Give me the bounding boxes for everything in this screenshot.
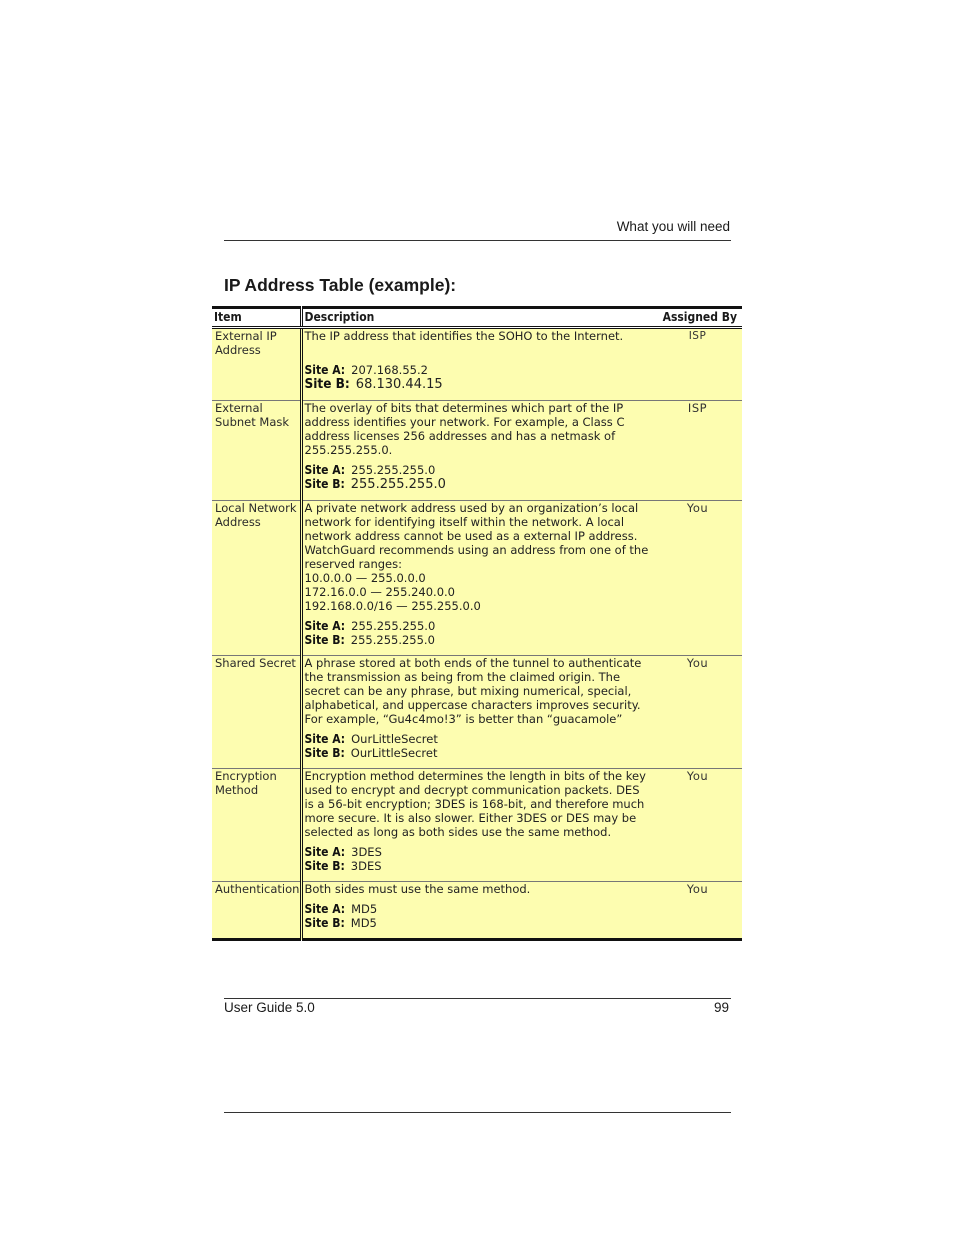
site-b-line [305,477,651,492]
site-a-value: 3DES [351,845,382,859]
site-b-label: Site B: [304,477,345,491]
description-cell [301,501,653,656]
assigned-by-cell: You [653,656,742,769]
site-a-line [305,732,651,746]
section-title: IP Address Table (example): [224,275,457,295]
site-b-label: Site B: [304,376,350,392]
site-a-label: Site A [304,902,341,916]
site-values [305,845,651,873]
description-cell [301,882,653,940]
assigned-by-cell: You [653,882,742,940]
site-a-colon: : [340,363,346,377]
site-a-line [305,363,651,377]
table-row [212,656,742,769]
description-cell [301,656,653,769]
site-a-value: 255.255.255.0 [351,463,436,477]
site-b-value: 3DES [350,859,382,873]
assigned-by-cell: You [653,501,742,656]
site-b-label: Site B: [304,916,345,930]
item-cell: Authentication [212,882,301,940]
description-text: A phrase stored at both ends of the tunnel to authenticate the transmission as being from the claimed origin. The secret can be any phrase, but mixing numerical, special, alphabetical, and uppercase characters improves security. For example, “Gu4c4mo!3” is better than “guacamole” [304,656,642,726]
column-header-assigned-by: Assigned By [653,308,742,328]
site-b-value: 255.255.255.0 [350,477,446,492]
item-cell: External Subnet Mask [212,401,301,501]
site-a-line [305,463,651,477]
item-cell: Encryption Method [212,769,301,882]
site-a-colon: : [340,732,346,746]
item-cell: Shared Secret [212,656,301,769]
assigned-by-cell: ISP [653,328,742,401]
site-values [305,463,651,492]
site-b-label: Site B: [304,633,345,647]
site-b-value: 255.255.255.0 [350,633,435,647]
site-a-value: MD5 [351,902,378,916]
table-row [212,328,742,401]
assigned-by-cell: You [653,769,742,882]
table-row [212,501,742,656]
site-a-label: Site A [304,363,341,377]
item-cell: Local Network Address [212,501,301,656]
site-a-label: Site A [304,619,341,633]
site-b-value: 68.130.44.15 [355,377,443,392]
site-a-label: Site A [304,463,341,477]
reserved-range-1: 10.0.0.0 — 255.0.0.0 [304,571,426,585]
site-a-colon: : [340,902,346,916]
site-b-line [305,746,651,760]
page-number: 99 [713,1000,729,1015]
site-a-line [305,845,651,859]
site-a-colon: : [340,845,346,859]
reserved-range-3: 192.168.0.0/16 — 255.255.0.0 [304,599,481,613]
column-header-description: Description [301,308,653,328]
site-a-line [305,619,651,633]
site-values [305,363,651,392]
site-a-label: Site A [304,845,341,859]
site-a-line [305,902,651,916]
description-cell [301,769,653,882]
site-values [305,902,651,930]
assigned-by-cell: ISP [653,401,742,501]
site-b-line [305,916,651,930]
table-row [212,401,742,501]
table-row [212,769,742,882]
site-b-value: MD5 [350,916,377,930]
item-cell: External IP Address [212,328,301,401]
description-text: The overlay of bits that determines which part of the IP address identifies your network. For example, a Class C address licenses 256 addresses and has a netmask of 255.255.255.0. [304,401,625,457]
site-a-value: OurLittleSecret [351,732,438,746]
site-b-value: OurLittleSecret [350,746,438,760]
site-a-colon: : [340,619,346,633]
site-values [305,619,651,647]
description-text: Both sides must use the same method. [304,882,531,896]
description-text: The IP address that identifies the SOHO to the Internet. [304,329,624,343]
site-b-label: Site B: [304,746,345,760]
running-header: What you will need [616,219,730,234]
site-b-line [305,859,651,873]
site-b-label: Site B: [304,859,345,873]
ip-address-table [212,306,742,941]
footer-rule [224,998,731,999]
site-a-value: 255.255.255.0 [351,619,436,633]
table-header-row [212,308,742,328]
bottom-rule [224,1112,731,1113]
site-b-line [305,377,651,392]
description-text: A private network address used by an organization’s local network for identifying itself within the network. A local network address cannot be used as a external IP address. WatchGuard recommends using an address from one of the reserved ranges: [304,501,649,571]
reserved-range-2: 172.16.0.0 — 255.240.0.0 [304,585,455,599]
footer-guide-version: User Guide 5.0 [224,1000,315,1015]
site-a-value: 207.168.55.2 [351,363,428,377]
header-rule [224,240,731,241]
site-b-line [305,633,651,647]
description-cell [301,328,653,401]
site-values [305,732,651,760]
site-a-label: Site A [304,732,341,746]
description-cell [301,401,653,501]
table-row [212,882,742,940]
description-text: Encryption method determines the length in bits of the key used to encrypt and decrypt communication packets. DES is a 56-bit encryption; 3DES is 168-bit, and therefore much more secure. It is also slower. Either 3DES or DES may be selected as long as both sides use the same method. [304,769,646,839]
site-a-colon: : [340,463,346,477]
column-header-item: Item [212,308,301,328]
